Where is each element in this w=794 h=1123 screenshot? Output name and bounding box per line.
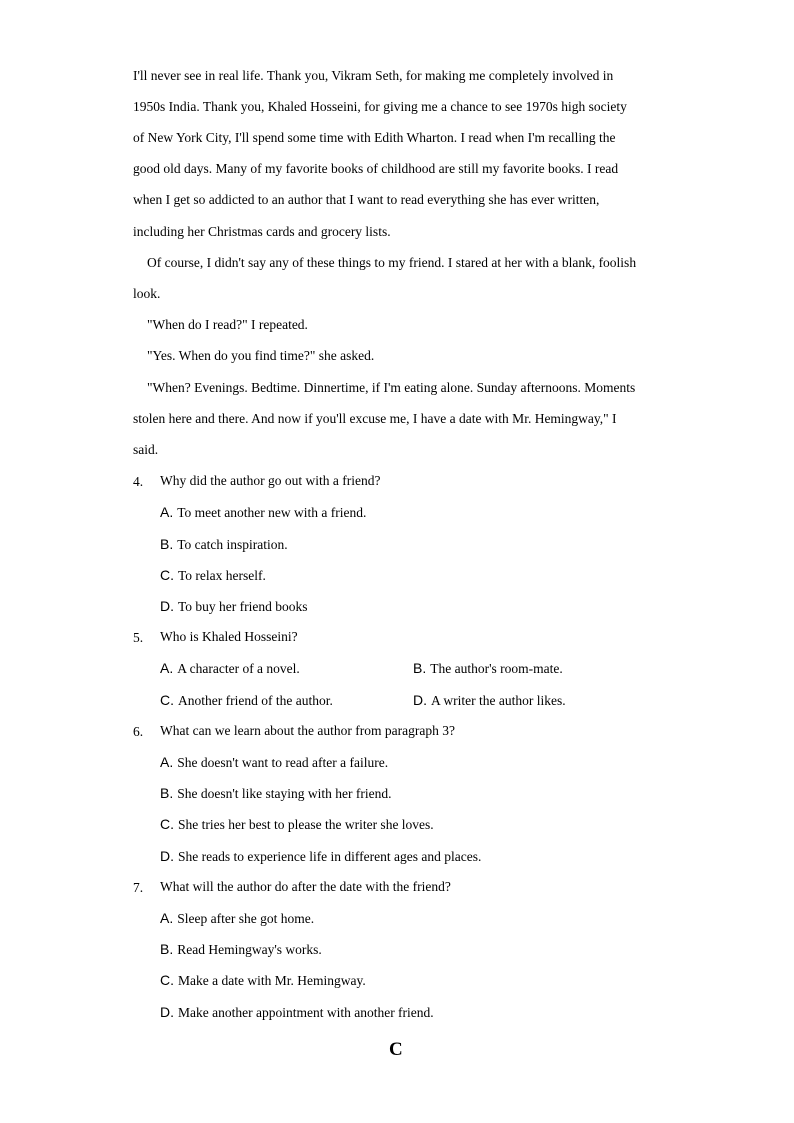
option-d[interactable] — [160, 847, 481, 866]
option-text: Sleep after she got home. — [177, 911, 315, 926]
question-text: Who is Khaled Hosseini? — [160, 629, 298, 644]
option-d[interactable] — [413, 691, 566, 710]
passage-line: "Yes. When do you find time?" she asked. — [147, 348, 375, 363]
option-letter: C. — [160, 567, 174, 583]
option-text: The author's room-mate. — [430, 661, 563, 676]
option-letter: A. — [160, 754, 174, 770]
option-letter: D. — [160, 848, 174, 864]
option-text: She doesn't like staying with her friend. — [177, 786, 392, 801]
option-letter: D. — [160, 1004, 174, 1020]
option-letter: C. — [160, 692, 174, 708]
passage-line: "When? Evenings. Bedtime. Dinnertime, if I'm eating alone. Sunday afternoons. Moments — [147, 380, 636, 395]
option-a[interactable] — [160, 503, 366, 522]
option-letter: B. — [160, 785, 174, 801]
passage-line: "When do I read?" I repeated. — [147, 317, 308, 332]
option-c[interactable] — [160, 815, 434, 834]
question-number: 6. — [133, 724, 144, 739]
section-heading: C — [389, 1039, 403, 1060]
option-letter: A. — [160, 660, 174, 676]
option-text: She tries her best to please the writer she loves. — [178, 817, 434, 832]
passage-line: look. — [133, 286, 161, 301]
option-text: To relax herself. — [178, 568, 266, 583]
option-text: She doesn't want to read after a failure. — [177, 755, 389, 770]
option-text: Another friend of the author. — [178, 693, 333, 708]
option-b[interactable] — [160, 784, 392, 803]
option-text: To catch inspiration. — [177, 537, 288, 552]
option-letter: D. — [413, 692, 427, 708]
option-a[interactable] — [160, 753, 388, 772]
passage-line: stolen here and there. And now if you'll excuse me, I have a date with Mr. Hemingway," I — [133, 411, 617, 426]
option-d[interactable] — [160, 597, 308, 616]
option-letter: B. — [160, 941, 174, 957]
option-text: Read Hemingway's works. — [177, 942, 322, 957]
option-c[interactable] — [160, 971, 366, 990]
passage-line: including her Christmas cards and grocery lists. — [133, 224, 391, 239]
option-a[interactable] — [160, 659, 300, 678]
option-b[interactable] — [160, 940, 322, 959]
passage-line: of New York City, I'll spend some time with Edith Wharton. I read when I'm recalling the — [133, 130, 616, 145]
option-a[interactable] — [160, 909, 314, 928]
option-b[interactable] — [413, 659, 563, 678]
question-number: 4. — [133, 474, 144, 489]
passage-line: said. — [133, 442, 159, 457]
option-letter: B. — [160, 536, 174, 552]
option-text: Make a date with Mr. Hemingway. — [178, 973, 366, 988]
option-text: A writer the author likes. — [431, 693, 566, 708]
passage-line: when I get so addicted to an author that I want to read everything she has ever written, — [133, 192, 600, 207]
passage-line: Of course, I didn't say any of these things to my friend. I stared at her with a blank, foolish — [147, 255, 637, 270]
option-letter: A. — [160, 504, 174, 520]
passage-line: I'll never see in real life. Thank you, Vikram Seth, for making me completely involved in — [133, 68, 614, 83]
option-c[interactable] — [160, 566, 266, 585]
question-text: What will the author do after the date with the friend? — [160, 879, 451, 894]
question-text: What can we learn about the author from paragraph 3? — [160, 723, 455, 738]
option-text: To meet another new with a friend. — [177, 505, 367, 520]
passage-line: good old days. Many of my favorite books of childhood are still my favorite books. I read — [133, 161, 619, 176]
option-text: Make another appointment with another friend. — [178, 1005, 434, 1020]
question-number: 7. — [133, 880, 144, 895]
option-letter: B. — [413, 660, 427, 676]
question-number: 5. — [133, 630, 144, 645]
option-text: To buy her friend books — [178, 599, 308, 614]
question-text: Why did the author go out with a friend? — [160, 473, 381, 488]
option-letter: C. — [160, 972, 174, 988]
option-letter: A. — [160, 910, 174, 926]
passage-line: 1950s India. Thank you, Khaled Hosseini, for giving me a chance to see 1970s high society — [133, 99, 627, 114]
option-c[interactable] — [160, 691, 333, 710]
option-text: She reads to experience life in different ages and places. — [178, 849, 482, 864]
option-b[interactable] — [160, 535, 288, 554]
option-letter: C. — [160, 816, 174, 832]
option-text: A character of a novel. — [177, 661, 300, 676]
option-letter: D. — [160, 598, 174, 614]
option-d[interactable] — [160, 1003, 434, 1022]
